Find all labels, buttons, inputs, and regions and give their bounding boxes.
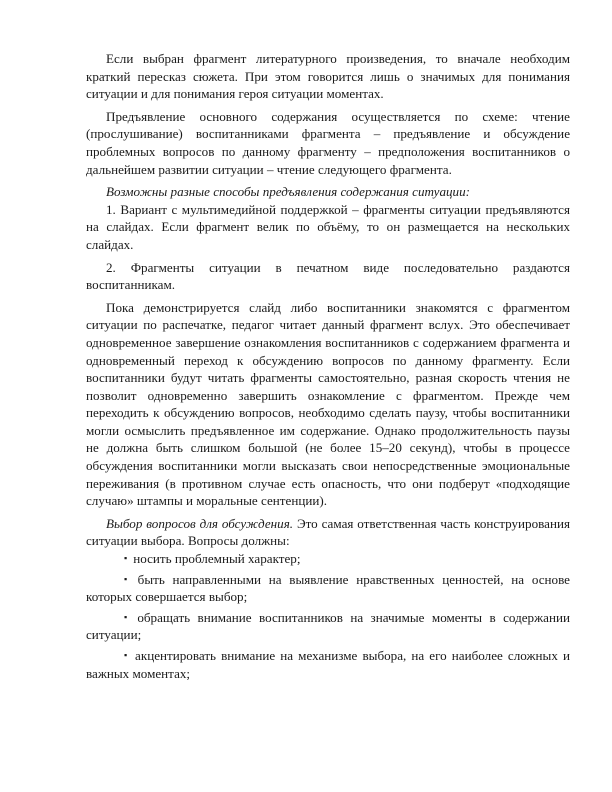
list-item-text: быть направленными на выявление нравственных ценностей, на основе которых совершается выбор; <box>86 571 570 605</box>
list-item-text: акцентировать внимание на механизме выбора, на его наиболее сложных и важных моментах; <box>86 648 570 681</box>
document-page <box>86 50 570 682</box>
list-item <box>86 647 570 682</box>
paragraph-scheme: Предъявление основного содержания осуществляется по схеме: чтение (прослушивание) воспитанниками фрагмента – предъявление и обсуждение проблемных вопросов по данному фрагменту – предположения воспитанников о дальнейшем развитии ситуации – чтение следующего фрагмента. <box>86 108 570 177</box>
list-item-text: носить проблемный характер; <box>133 551 301 567</box>
list-item: 2. Фрагменты ситуации в печатном виде последовательно раздаются воспитанникам. <box>86 259 570 293</box>
section-heading-methods: Возможны разные способы предъявления содержания ситуации: <box>106 184 471 200</box>
paragraph-retelling: Если выбран фрагмент литературного произведения, то вначале необходим краткий пересказ сюжета. При этом говорится лишь о значимых для понимания ситуации и для понимания героя ситуации моментах. <box>86 51 570 102</box>
paragraph-demonstration: Пока демонстрируется слайд либо воспитанники знакомятся с фрагментом ситуации по распечатке, педагог читает данный фрагмент вслух. Это обеспечивает одновременное завершение ознакомления воспитанников с содержанием фрагмента и одновременный переход к обсуждению вопросов по данному фрагменту. Если воспитанники будут читать фрагменты самостоятельно, разная скорость чтения не позволит одновременно завершить ознакомление с фрагментом. Прежде чем переходить к обсуждению вопросов, необходимо сделать паузу, чтобы воспитанники могли осмыслить предъявленное им содержание. Однако продолжительность паузы не должна быть слишком большой (не более 15–20 секунд), чтобы в процессе обсуждения воспитанники могли высказать свои непосредственные эмоциональные переживания (в противном случае есть опасность, что они подберут «подходящие случаю» штампы и моральные сентенции). <box>86 299 570 509</box>
paragraph-question-selection <box>86 515 570 550</box>
bullet-icon: ▪ <box>124 650 130 660</box>
list-item <box>86 609 570 644</box>
list-item <box>86 571 570 606</box>
bullet-icon: ▪ <box>124 553 128 564</box>
requirements-list <box>86 550 570 682</box>
list-item-text: обращать внимание воспитанников на значимые моменты в содержании ситуации; <box>86 609 570 643</box>
bullet-icon: ▪ <box>124 611 132 622</box>
list-item <box>86 550 570 568</box>
bullet-icon: ▪ <box>124 573 132 584</box>
list-item: 1. Вариант с мультимедийной поддержкой – фрагменты ситуации предъявляются на слайдах. Если фрагмент велик по объёму, то он размещается на нескольких слайдах. <box>86 201 570 252</box>
question-selection-lead: Выбор вопросов для обсуждения. <box>106 515 294 531</box>
question-selection-text: Это самая ответственная часть конструирования ситуации выбора. Вопросы должны: <box>86 515 571 549</box>
methods-list <box>86 201 570 294</box>
